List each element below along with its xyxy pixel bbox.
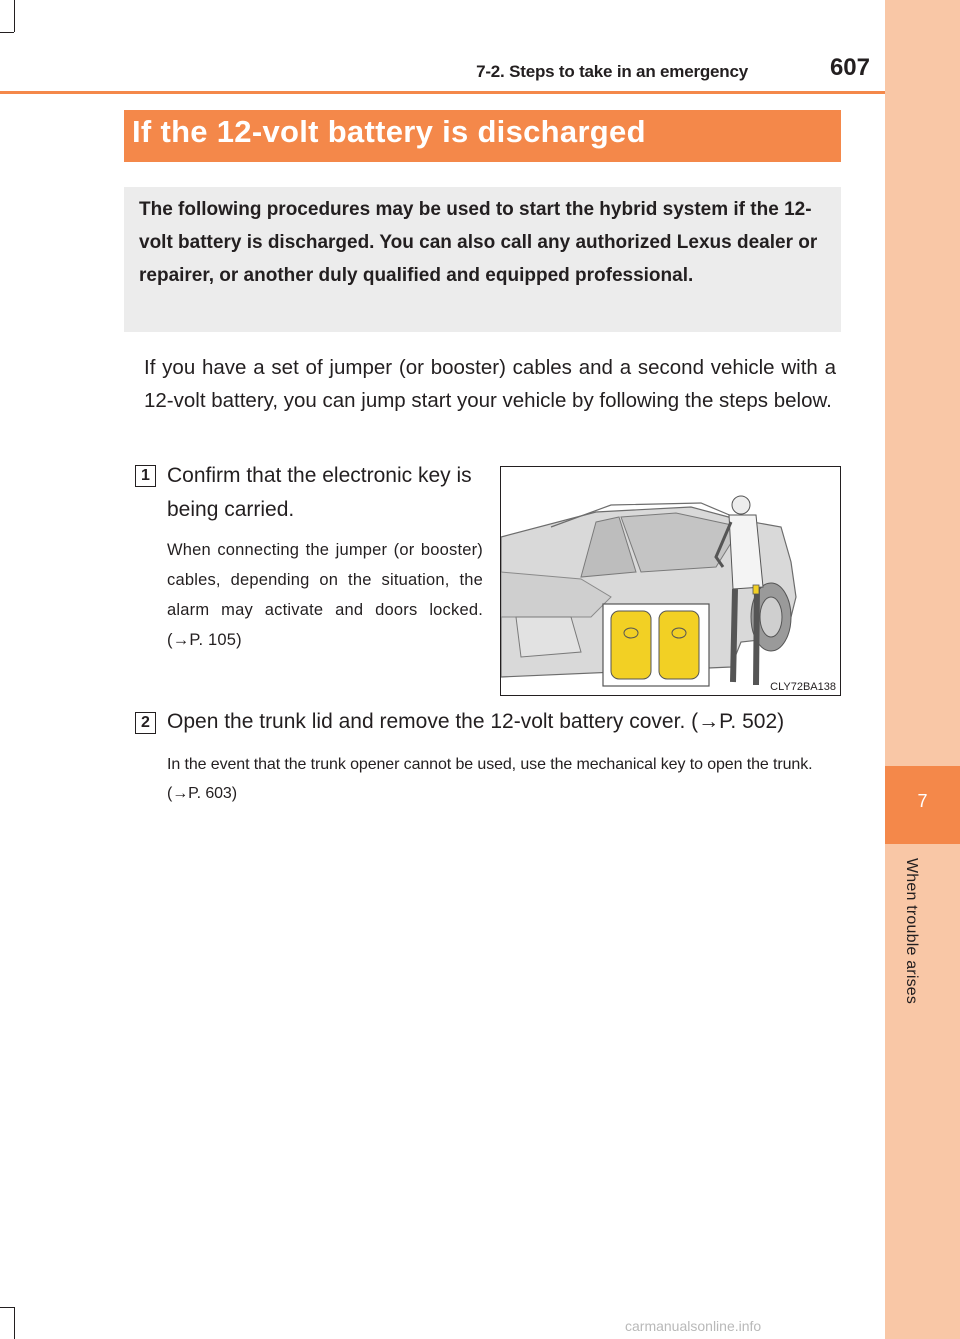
step-note: In the event that the trunk opener cannot be used, use the mechanical key to open the trunk. (→P. 603) [167, 756, 813, 802]
electronic-key-back-shape [611, 611, 651, 679]
crop-mark-top-left-v [14, 0, 15, 32]
car-grille-shape [516, 617, 581, 657]
step-note: When connecting the jumper (or booster) cables, depending on the situation, the alarm may activate and doors locked. (→P. 105) [167, 541, 483, 649]
page-number: 607 [829, 54, 870, 81]
chapter-label: When trouble arises [903, 858, 920, 1005]
step-number-badge: 1 [135, 465, 156, 487]
figure-code: CLY72BA138 [770, 681, 836, 693]
car-wheel-hub-shape [760, 597, 782, 637]
step-text: Open the trunk lid and remove the 12-volt battery cover. (→P. 502) [167, 710, 785, 733]
section-title-bar [124, 110, 841, 162]
crop-mark-bottom-left-h [0, 1307, 14, 1308]
key-in-pocket-shape [753, 585, 759, 594]
intro-box [124, 187, 841, 332]
chapter-side-strip [885, 0, 960, 1339]
header-rule [0, 91, 885, 94]
section-header: 7-2. Steps to take in an emergency [476, 62, 748, 81]
illustration-figure [500, 466, 841, 696]
person-head-shape [732, 496, 750, 514]
chapter-number: 7 [917, 791, 928, 811]
car-and-person-illustration [501, 467, 841, 696]
page-title: If the 12-volt battery is discharged [132, 114, 646, 149]
crop-mark-top-left-h [0, 32, 14, 33]
watermark: carmanualsonline.info [625, 1318, 762, 1334]
step-text: Confirm that the electronic key is being carried. [167, 464, 472, 521]
step-number-badge: 2 [135, 712, 156, 734]
intro-text: The following procedures may be used to start the hybrid system if the 12-volt battery is discharged. You can also call any authorized Lexus dealer or repairer, or another duly qualified and equipped professional. [139, 199, 818, 286]
body-paragraph: If you have a set of jumper (or booster) cables and a second vehicle with a 12-volt battery, you can jump start your vehicle by following the steps below. [144, 356, 836, 412]
electronic-key-front-shape [659, 611, 699, 679]
crop-mark-bottom-left-v [14, 1307, 15, 1339]
